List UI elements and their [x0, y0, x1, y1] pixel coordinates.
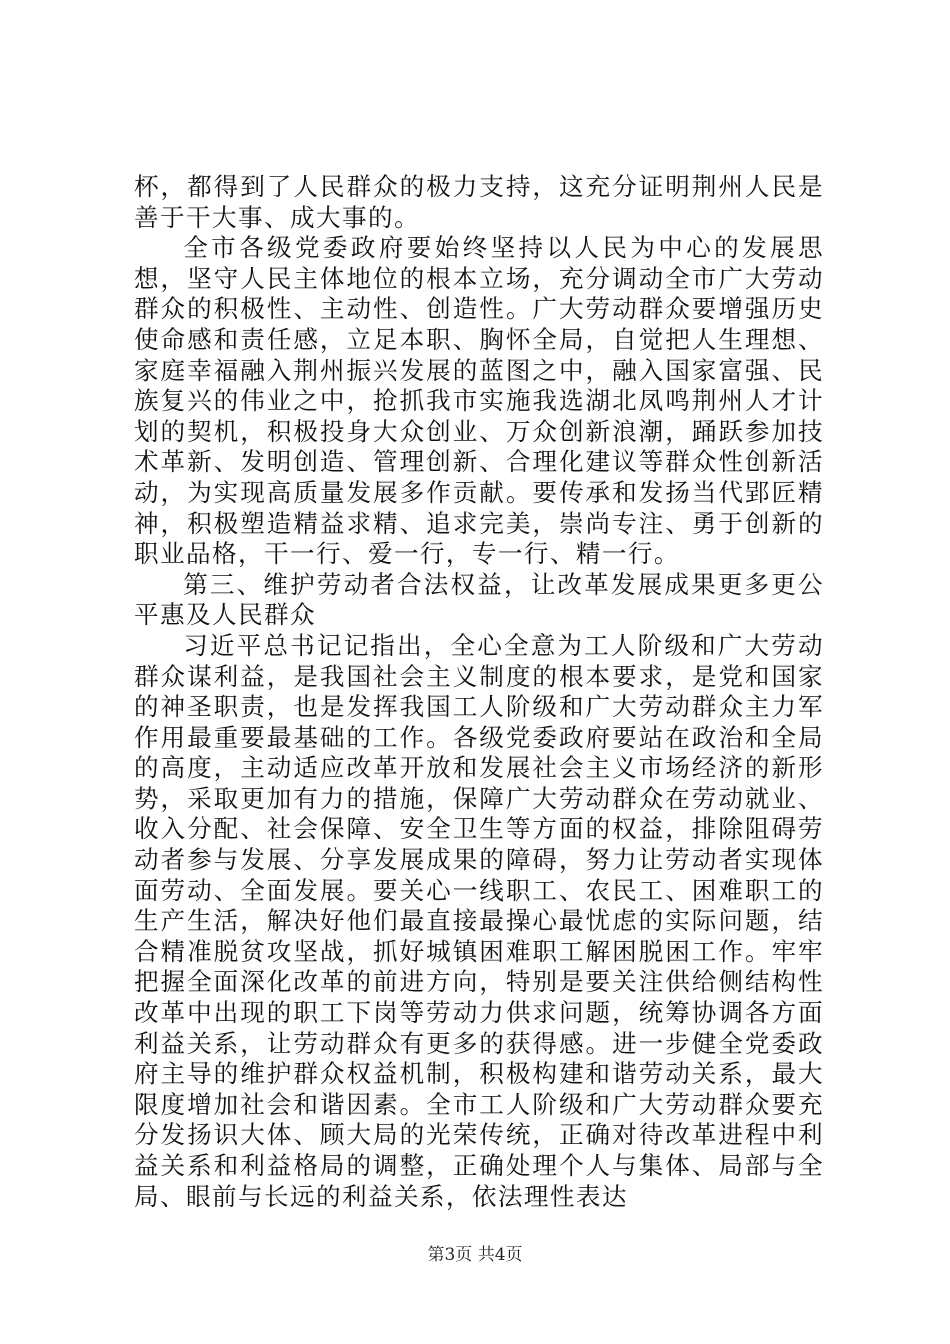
paragraph-continuation: 杯，都得到了人民群众的极力支持，这充分证明荆州人民是善于干大事、成大事的。: [134, 172, 824, 232]
page-number-footer: 第3页 共4页: [427, 1245, 523, 1265]
section-heading-third: 第三、维护劳动者合法权益，让改革发展成果更多更公平惠及人民群众: [134, 569, 824, 630]
paragraph-labor-masses: 全市各级党委政府要始终坚持以人民为中心的发展思想，坚守人民主体地位的根本立场，充分调动全市广大劳动群众的积极性、主动性、创造性。广大劳动群众要增强历史使命感和责任感，立足本职、胸怀全局，自觉把人生理想、家庭幸福融入荆州振兴发展的蓝图之中，融入国家富强、民族复兴的伟业之中，抢抓我市实施我选湖北凤鸣荆州人才计划的契机，积极投身大众创业、万众创新浪潮，踊跃参加技术革新、发明创造、管理创新、合理化建议等群众性创新活动，为实现高质量发展多作贡献。要传承和发扬当代郢匠精神，积极塑造精益求精、追求完美，崇尚专注、勇于创新的职业品格，干一行、爱一行，专一行、精一行。: [134, 233, 824, 569]
body-text: [134, 172, 824, 1212]
paragraph-rights-protection: 习近平总书记记指出，全心全意为工人阶级和广大劳动群众谋利益，是我国社会主义制度的根本要求，是党和国家的神圣职责，也是发挥我国工人阶级和广大劳动群众主力军作用最重要最基础的工作。各级党委政府要站在政治和全局的高度，主动适应改革开放和发展社会主义市场经济的新形势，采取更加有力的措施，保障广大劳动群众在劳动就业、收入分配、社会保障、安全卫生等方面的权益，排除阻碍劳动者参与发展、分享发展成果的障碍，努力让劳动者实现体面劳动、全面发展。要关心一线职工、农民工、困难职工的生产生活，解决好他们最直接最操心最忧虑的实际问题，结合精准脱贫攻坚战，抓好城镇困难职工解困脱困工作。牢牢把握全面深化改革的前进方向，特别是要关注供给侧结构性改革中出现的职工下岗等劳动力供求问题，统筹协调各方面利益关系，让劳动群众有更多的获得感。进一步健全党委政府主导的维护群众权益机制，积极构建和谐劳动关系，最大限度增加社会和谐因素。全市工人阶级和广大劳动群众要充分发扬识大体、顾大局的光荣传统，正确对待改革进程中利益关系和利益格局的调整，正确处理个人与集体、局部与全局、眼前与长远的利益关系，依法理性表达: [134, 630, 824, 1211]
